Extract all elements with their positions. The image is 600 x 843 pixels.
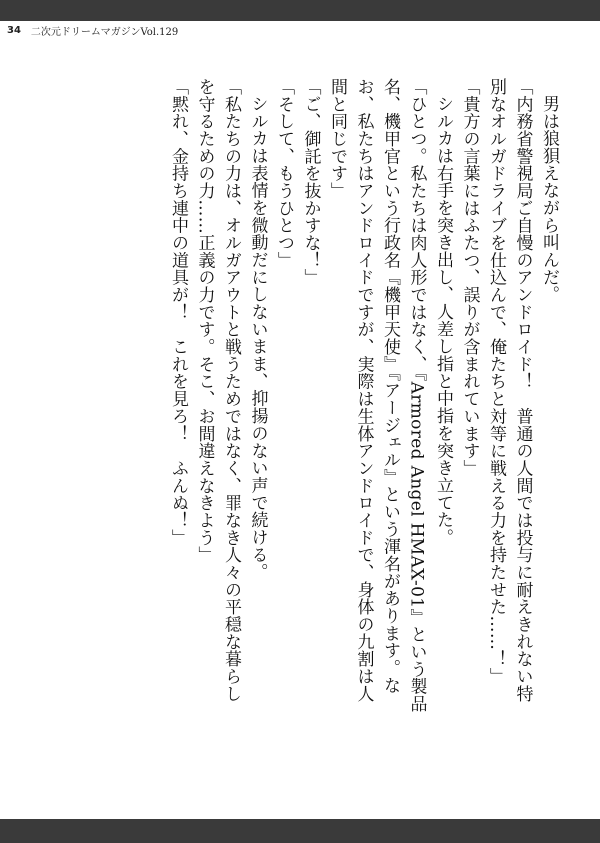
text-line: を守るための力……正義の力です。そこ、お間違えなきよう」	[194, 78, 215, 564]
text-line: 「黙れ、金持ち連中の道具が！ これを見ろ！ ふんぬ！」	[168, 78, 188, 547]
text-line: シルカは表情を微動だにしないまま、抑揚のない声で続ける。	[247, 95, 268, 581]
text-line: 「私たちの力は、オルガアウトと戦うためではなく、罪なき人々の平穏な暮らし	[221, 78, 241, 703]
text-line: 男は狼狽えながら叫んだ。	[539, 95, 559, 304]
text-line: 別なオルガドライブを仕込んで、俺たちと対等に戦える力を持たせた……！」	[486, 78, 506, 685]
text-line: 「そして、もうひとつ」	[274, 78, 294, 269]
text-line: 名、機甲官という行政名『機甲天使』『アージェル』という渾名があります。な	[380, 78, 400, 694]
top-bar	[0, 0, 600, 21]
text-line: 「ご、御託を抜かすな！」	[300, 78, 321, 287]
bottom-bar	[0, 819, 600, 843]
text-line: 「内務省警視局ご自慢のアンドロイド！ 普通の人間では投与に耐えきれない特	[512, 78, 533, 703]
vertical-body-text	[165, 78, 563, 784]
text-line: お、私たちはアンドロイドですが、実際は生体アンドロイドで、身体の九割は人	[353, 78, 374, 703]
text-line: 「ひとつ。私たちは肉人形ではなく、『Armored Angel HMAX-01』という製品	[406, 78, 427, 713]
running-header	[7, 21, 178, 39]
text-line: 「貴方の言葉にはふたつ、誤りが含まれています」	[459, 78, 480, 477]
page-number: 34	[7, 24, 21, 36]
text-line: シルカは右手を突き出し、人差し指と中指を突き立てた。	[433, 95, 453, 546]
text-line: 間と同じです」	[327, 78, 347, 200]
magazine-title: 二次元ドリームマガジンVol.129	[30, 26, 179, 38]
